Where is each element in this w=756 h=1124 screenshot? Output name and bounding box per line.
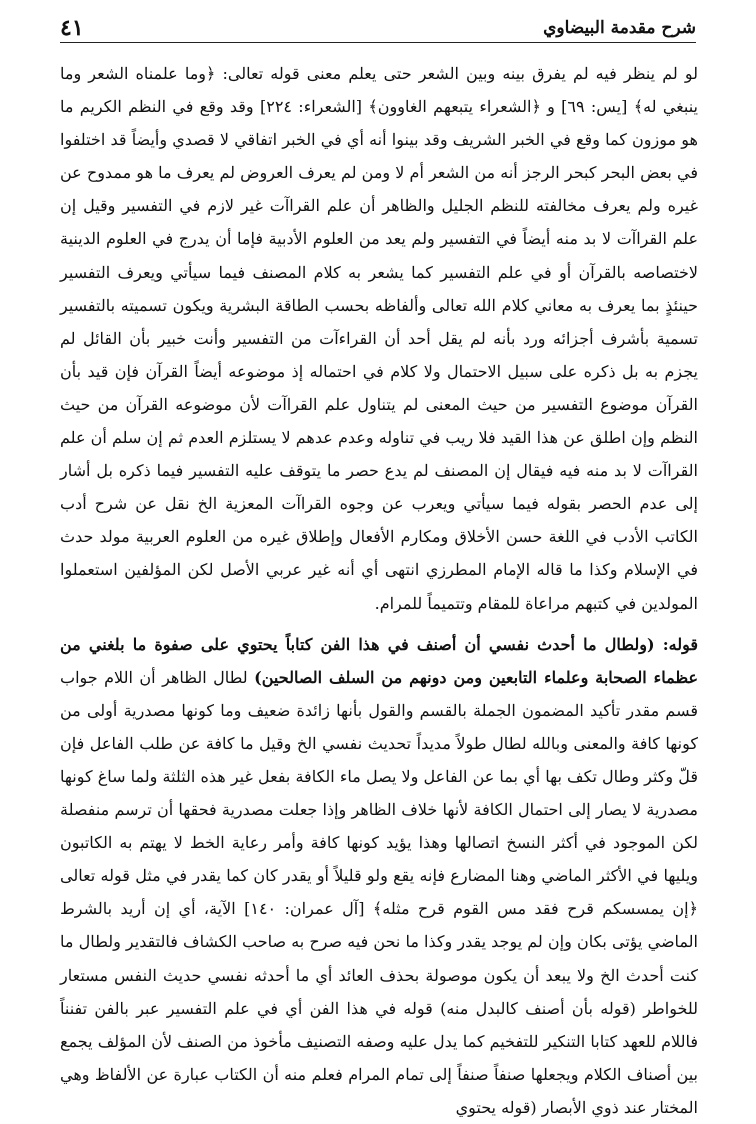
commentary-section — [60, 628, 698, 1124]
lemma-quote: قوله: (ولطال ما أحدث نفسي أن أصنف في هذا الفن كتاباً يحتوي على صفوة ما بلغني من عظماء الصحابة وعلماء التابعين ومن دونهم من السلف الصالحين) — [60, 634, 698, 687]
page-number: ٤١ — [60, 15, 84, 41]
commentary-text: لطال الظاهر أن اللام جواب قسم مقدر تأكيد المضمون الجملة بالقسم والقول بأنها زائدة ضعيف وما كونها مصدرية أولى من كونها كافة والمعنى وبالله لطال طولاً مديداً تحديث نفسي الخ وقيل ما كافة عن طلب الفاعل فإن قلّ وكثر وطال تكف بها أي بما عن الفاعل ولا يصل ماء الكافة بفعل غير هذه الثلثة ولما ساغ كونها مصدرية لا يصار إلى احتمال الكافة لأنها خلاف الظاهر وإذا جعلت مصدرية فحقها أن ترسم منفصلة لكن الموجود في أكثر النسخ اتصالها وهذا يؤيد كونها كافة وأمر رعاية الخط لا يهتم به الكاتبون ويليها في الأكثر الماضي وهنا المضارع فإنه يقع ولو قليلاً أو يقدر كان كما يقدر في مثل قوله تعالى ﴿إن يمسسكم قرح فقد مس القوم قرح مثله﴾ [آل عمران: ١٤٠] الآية، أي إن أريد بالشرط الماضي يؤتى بكان وإن لم يوجد يقدر وكذا ما نحن فيه صرح به صاحب الكشاف فالتقدير ولطال ما كنت أحدث الخ ولا يبعد أن يكون موصولة بحذف العائد أي ما أحدثه نفسي حديث النفس مستعار للخواطر (قوله بأن أصنف كالبدل منه) قوله في هذا الفن أي في علم التفسير عبر بالفن تفنناً فاللام للعهد كتابا التنكير للتفخيم كما يدل عليه وصفه التصنيف مأخوذ من الصنف لأن المؤلف يجمع بين أصناف الكلام ويجعلها صنفاً صنفاً إلى تمام المرام فعلم منه أن الكتاب عبارة عن الألفاظ وهي المختار عند ذوي الأبصار (قوله يحتوي — [60, 667, 699, 1117]
body-text — [60, 57, 698, 1124]
running-title: شرح مقدمة البيضاوي — [543, 18, 696, 38]
paragraph: لو لم ينظر فيه لم يفرق بينه وبين الشعر حتى يعلم معنى قوله تعالى: ﴿وما علمناه الشعر وما ينبغي له﴾ [يس: ٦٩] و ﴿الشعراء يتبعهم الغاوون﴾ [الشعراء: ٢٢٤] وقد وقع في النظم الكريم ما هو موزون كما وقع في الخبر الشريف وقد بينوا أنه أي في الخبر اتفاقي لا قصدي وأيضاً قد اختلفوا في بعض البحر كبحر الرجز أنه من الشعر أم لا ومن لم يعرف العروض لم يعرف ما هو ممدوح عن غيره ولم يعرف مخالفته للنظم الجليل والظاهر أن علم القراآت غير لازم في التفسير وقيل إن علم القراآت لا بد منه أيضاً في التفسير ولم يعد من العلوم الأدبية فإما أن يدرج في العلوم الدينية لاختصاصه بالقرآن أو في علم التفسير كما يشعر به كلام المصنف فيما سيأتي ويعرف التفسير حينئذٍ بما يعرف به معاني كلام الله تعالى وألفاظه بحسب الطاقة البشرية ويكون تسميته بالتفسير تسمية بأشرف أجزائه ورد بأنه لم يقل أحد أن القراءآت من التفسير وأنت خبير بأن القائل لم يجزم به بل ذكره على سبيل الاحتمال ولا كلام في احتماله إذ موضوعه أيضاً القرآن فإن قيد بأن القرآن موضوع التفسير من حيث المعنى لم يتناول علم القراآت لأن موضوعه القرآن من حيث النظم وإن اطلق عن هذا القيد فلا ريب في تناوله وعدم عدهم لا يستلزم العدم ثم إن سلم أن علم القراآت لا بد منه فيه فيقال إن المصنف لم يدع حصر ما يتوقف عليه التفسير فيما ذكره بل أشار إلى عدم الحصر بقوله فيما سيأتي ويعرب عن وجوه القراآت المعزية الخ نقل عن شرح أدب الكاتب الأدب في اللغة حسن الأخلاق ومكارم الأفعال وإطلاق غيره من العلوم العربية مولد حدث في الإسلام وكذا ما قاله الإمام المطرزي انتهى أي أنه غير عربي الأصل لكن المؤلفين استعملوا المولدين في كتبهم مراعاة للمقام وتتميماً للمرام. — [60, 64, 699, 613]
page-header — [60, 10, 696, 43]
